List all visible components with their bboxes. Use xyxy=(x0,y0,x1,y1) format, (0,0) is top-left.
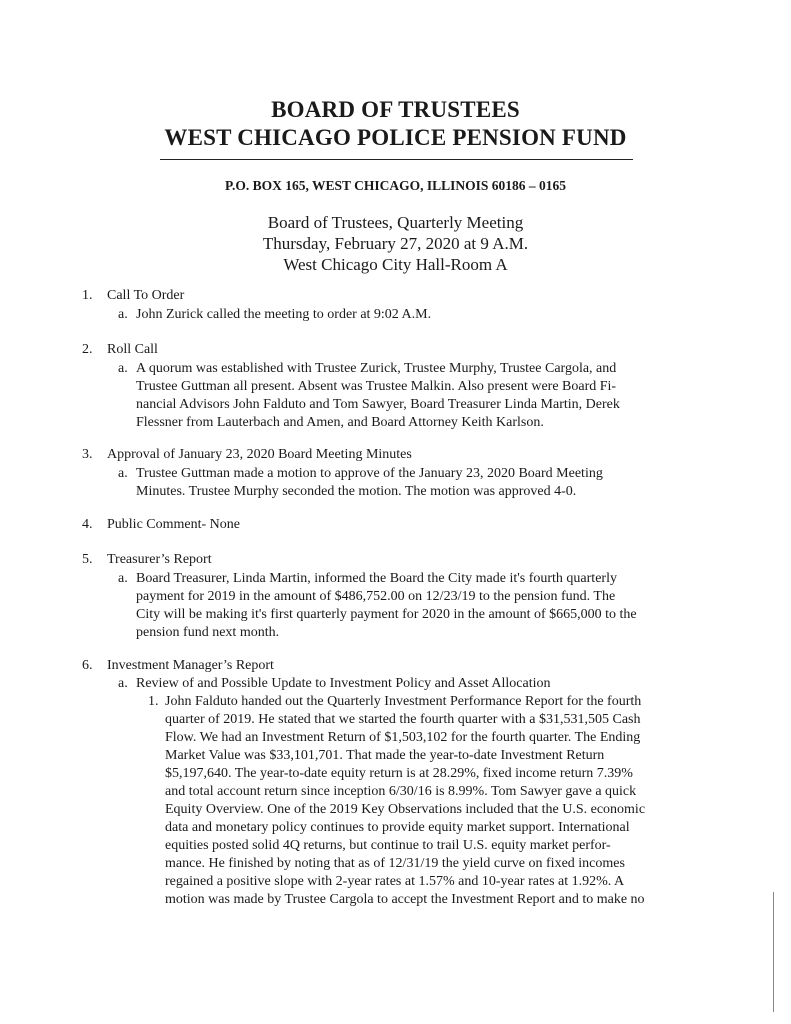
sub-sub-item-line: $5,197,640. The year-to-date equity return is at 28.29%, fixed income return 7.39% xyxy=(165,766,633,781)
sub-item-letter: a. xyxy=(118,307,128,322)
sub-item-line: payment for 2019 in the amount of $486,752.00 on 12/23/19 to the pension fund. The xyxy=(136,589,616,604)
item-number: 5. xyxy=(82,552,93,567)
sub-sub-item-line: John Falduto handed out the Quarterly Investment Performance Report for the fourth xyxy=(165,694,642,709)
sub-sub-item-line: regained a positive slope with 2-year rates at 1.57% and 10-year rates at 1.92%. A xyxy=(165,874,625,889)
sub-item-line: nancial Advisors John Falduto and Tom Sawyer, Board Treasurer Linda Martin, Derek xyxy=(136,397,620,412)
item-heading-roll-call: Roll Call xyxy=(107,342,158,357)
item-number: 2. xyxy=(82,342,93,357)
item-heading-approval-minutes: Approval of January 23, 2020 Board Meeting Minutes xyxy=(107,447,412,462)
sub-item-line: Minutes. Trustee Murphy seconded the motion. The motion was approved 4-0. xyxy=(136,484,577,499)
sub-sub-item-line: Equity Overview. One of the 2019 Key Observations included that the U.S. economic xyxy=(165,802,646,817)
sub-item-letter: a. xyxy=(118,466,128,481)
scan-edge-line xyxy=(773,892,774,1012)
sub-sub-item-line: motion was made by Trustee Cargola to accept the Investment Report and to make no xyxy=(165,892,645,907)
document-title-line2: WEST CHICAGO POLICE PENSION FUND xyxy=(164,125,627,150)
sub-item-line: Trustee Guttman made a motion to approve of the January 23, 2020 Board Meeting xyxy=(136,466,603,481)
title-underline xyxy=(160,159,633,160)
item-heading-treasurers-report: Treasurer’s Report xyxy=(107,552,212,567)
sub-sub-item-line: and total account return since inception 6/30/16 is 8.99%. Tom Sawyer gave a quick xyxy=(165,784,637,799)
meeting-location: West Chicago City Hall-Room A xyxy=(283,255,508,274)
sub-sub-item-line: data and monetary policy continues to provide equity market support. International xyxy=(165,820,630,835)
sub-item-text: Review of and Possible Update to Investment Policy and Asset Allocation xyxy=(136,676,551,691)
item-heading-call-to-order: Call To Order xyxy=(107,288,185,303)
item-number: 4. xyxy=(82,517,93,532)
meeting-type: Board of Trustees, Quarterly Meeting xyxy=(267,213,524,232)
document-title-line1: BOARD OF TRUSTEES xyxy=(271,97,520,122)
sub-sub-item-line: quarter of 2019. He stated that we started the fourth quarter with a $31,531,505 Cash xyxy=(165,712,641,727)
item-number: 1. xyxy=(82,288,93,303)
sub-sub-item-line: Market Value was $33,101,701. That made the year-to-date Investment Return xyxy=(165,748,605,763)
item-number: 6. xyxy=(82,658,93,673)
sub-item-letter: a. xyxy=(118,676,128,691)
sub-item-line: A quorum was established with Trustee Zurick, Trustee Murphy, Trustee Cargola, and xyxy=(136,361,617,376)
sub-item-letter: a. xyxy=(118,361,128,376)
item-heading-investment-report: Investment Manager’s Report xyxy=(107,658,274,673)
mailing-address: P.O. BOX 165, WEST CHICAGO, ILLINOIS 60186 – 0165 xyxy=(224,178,567,193)
sub-item-line: Board Treasurer, Linda Martin, informed the Board the City made it's fourth quarterly xyxy=(136,571,617,586)
item-heading-public-comment: Public Comment- None xyxy=(107,517,240,532)
sub-item-line: pension fund next month. xyxy=(136,625,280,640)
sub-item-letter: a. xyxy=(118,571,128,586)
sub-item-line: Flessner from Lauterbach and Amen, and Board Attorney Keith Karlson. xyxy=(136,415,544,430)
sub-sub-item-line: mance. He finished by noting that as of 12/31/19 the yield curve on fixed incomes xyxy=(165,856,625,871)
sub-sub-item-line: equities posted solid 4Q returns, but continue to trail U.S. equity market perfor- xyxy=(165,838,611,853)
sub-item-text: John Zurick called the meeting to order at 9:02 A.M. xyxy=(136,307,432,322)
sub-item-line: Trustee Guttman all present. Absent was Trustee Malkin. Also present were Board Fi- xyxy=(136,379,617,394)
item-number: 3. xyxy=(82,447,93,462)
sub-item-line: City will be making it's first quarterly payment for 2020 in the amount of $665,000 to the xyxy=(136,607,637,622)
sub-sub-item-number: 1. xyxy=(148,694,159,709)
sub-sub-item-line: Flow. We had an Investment Return of $1,503,102 for the fourth quarter. The Ending xyxy=(165,730,641,745)
meeting-date: Thursday, February 27, 2020 at 9 A.M. xyxy=(262,234,529,253)
